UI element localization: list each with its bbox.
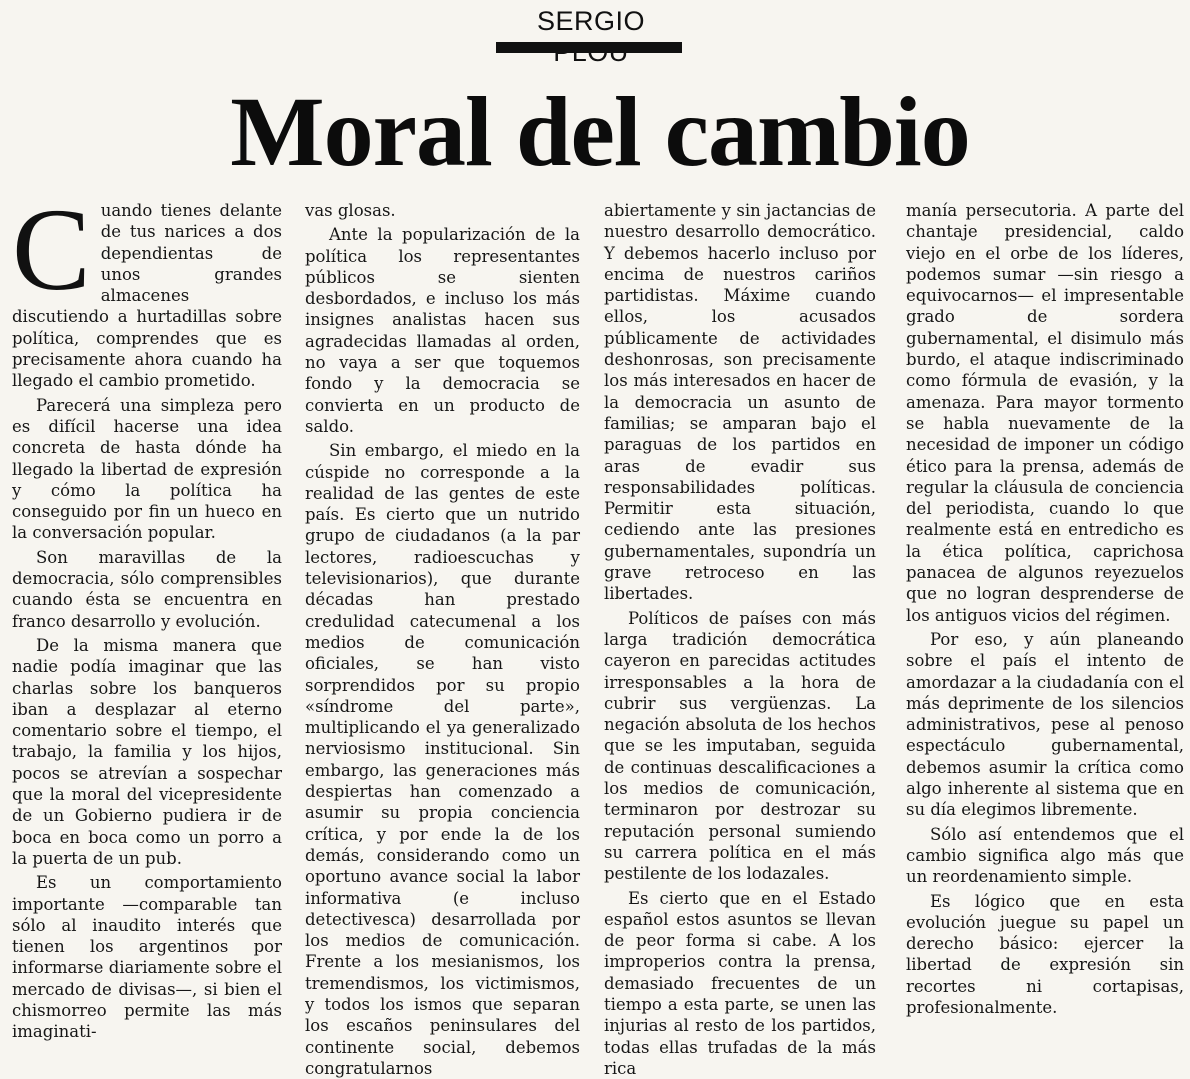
paragraph: abiertamente y sin jactancias de nuestro desarrollo democrático. Y debemos hacerlo incluso por encima de nuestros cariños partidistas. Máxime cuando ellos, los acusados públicamente de actividades deshonrosas, son precisamente los más interesados en hacer de la democracia un asunto de familias; se amparan bajo el paraguas de los partidos en aras de evadir sus responsabilidades políticas. Permitir esta situación, cediendo ante las presiones gubernamentales, supondría un grave retroceso en las libertades. xyxy=(604,200,876,605)
article-column-4 xyxy=(906,200,1184,1010)
article-column-2 xyxy=(305,200,580,1010)
paragraph: Son maravillas de la democracia, sólo comprensibles cuando ésta se encuentra en franco desarrollo y evolución. xyxy=(12,547,282,632)
paragraph: Parecerá una simpleza pero es difícil hacerse una idea concreta de hasta dónde ha llegado la libertad de expresión y cómo la política ha conseguido por fin un hueco en la conversación popular. xyxy=(12,395,282,544)
article-column-3 xyxy=(604,200,876,1010)
paragraph: Es lógico que en esta evolución juegue su papel un derecho básico: ejercer la libertad de expresión sin recortes ni cortapisas, profesionalmente. xyxy=(906,891,1184,1019)
paragraph: manía persecutoria. A parte del chantaje presidencial, caldo viejo en el orbe de los líderes, podemos sumar —sin riesgo a equivocarnos— el impresentable grado de sordera gubernamental, el disimulo más burdo, el ataque indiscriminado como fórmula de evasión, y la amenaza. Para mayor tormento se habla nuevamente de la necesidad de imponer un código ético para la prensa, además de regular la cláusula de conciencia del periodista, cuando lo que realmente está en entredicho es la ética política, caprichosa panacea de algunos reyezuelos que no logran desprenderse de los antiguos vicios del régimen. xyxy=(906,200,1184,626)
article-column-1 xyxy=(12,200,282,1010)
paragraph xyxy=(12,200,282,392)
paragraph: De la misma manera que nadie podía imaginar que las charlas sobre los banqueros iban a desplazar al eterno comentario sobre el tiempo, el trabajo, la familia y los hijos, pocos se atrevían a sospechar que la moral del vicepresidente de un Gobierno pudiera ir de boca en boca como un porro a la puerta de un pub. xyxy=(12,635,282,869)
headline: Moral del cambio xyxy=(150,72,1050,192)
paragraph: Es un comportamiento importante —comparable tan sólo al inaudito interés que tienen los argentinos por informarse diariamente sobre el mercado de divisas—, si bien el chismorreo permite las más imaginati- xyxy=(12,872,282,1042)
drop-cap: C xyxy=(12,206,91,298)
paragraph: Por eso, y aún planeando sobre el país el intento de amordazar a la ciudadanía con el más deprimente de los silencios administrativos, pese al penoso espectáculo gubernamental, debemos asumir la crítica como algo inherente al sistema que en su día elegimos libremente. xyxy=(906,629,1184,821)
paragraph: Es cierto que en el Estado español estos asuntos se llevan de peor forma si cabe. A los improperios contra la prensa, demasiado frecuentes de un tiempo a esta parte, se unen las injurias al resto de los partidos, todas ellas trufadas de la más rica xyxy=(604,888,876,1079)
paragraph: Ante la popularización de la política los representantes públicos se sienten desbordados, e incluso los más insignes analistas hacen sus agradecidas llamadas al orden, no vaya a ser que toquemos fondo y la democracia se convierta en un producto de saldo. xyxy=(305,224,580,437)
byline: SERGIO xyxy=(496,6,686,68)
paragraph: Sólo así entendemos que el cambio significa algo más que un reordenamiento simple. xyxy=(906,824,1184,888)
paragraph: Sin embargo, el miedo en la cúspide no corresponde a la realidad de las gentes de este país. Es cierto que un nutrido grupo de ciudadanos (a la par lectores, radioescuchas y televisionarios), que durante décadas han prestado credulidad catecumenal a los medios de comunicación oficiales, se han visto sorprendidos por su propio «síndrome del parte», multiplicando el ya generalizado nerviosismo institucional. Sin embargo, las generaciones más despiertas han comenzado a asumir su propia conciencia crítica, y por ende la de los demás, considerando como un oportuno avance social la labor informativa (e incluso detectivesca) desarrollada por los medios de comunicación. Frente a los mesianismos, los tremendismos, los victimismos, y todos los ismos que separan los escaños peninsulares del continente social, debemos congratularnos xyxy=(305,440,580,1079)
paragraph-text: uando tienes delante de tus narices a dos dependientas de unos grandes almacenes discutiendo a hurtadillas sobre política, comprendes que es precisamente ahora cuando ha llegado el cambio prometido. xyxy=(12,201,282,390)
paragraph: Políticos de países con más larga tradición democrática cayeron en parecidas actitudes irresponsables a la hora de cubrir sus vergüenzas. La negación absoluta de los hechos que se les imputaban, seguida de continuas descalificaciones a los medios de comunicación, terminaron por destrozar su reputación personal sumiendo su carrera política en el más pestilente de los lodazales. xyxy=(604,608,876,885)
paragraph: vas glosas. xyxy=(305,200,580,221)
byline-rule xyxy=(496,42,682,53)
